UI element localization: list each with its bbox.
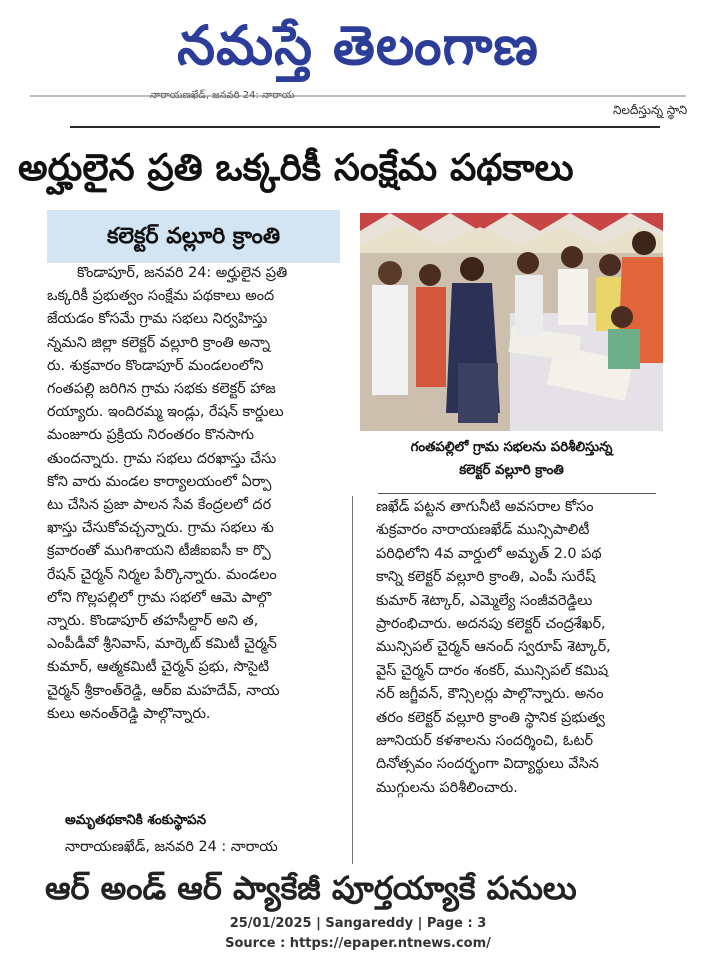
masthead-divider bbox=[30, 95, 686, 97]
body-line: న్నమని జిల్లా కలెక్టర్ వల్లూరి క్రాంతి అన్నా bbox=[47, 334, 271, 351]
body-line: ఖాస్తు చేసుకోవచ్చన్నారు. గ్రామ సభలు శు bbox=[47, 520, 274, 537]
body-line: టు చేసిన ప్రజా పాలన సేవ కేంద్రలలో దర bbox=[47, 497, 272, 514]
body-line: ముగ్గులను పరిశీలించారు. bbox=[376, 779, 518, 796]
footer-source-line: Source : https://epaper.ntnews.com/ bbox=[225, 936, 491, 951]
second-article-heading: అమృతథకానికి శంకుస్థాపన bbox=[65, 812, 207, 828]
column-divider bbox=[352, 496, 353, 864]
body-line: కుమార్ శెట్కార్, ఎమ్మెల్యే సంజీవరెడ్డిలు bbox=[376, 592, 593, 609]
body-line: మున్సిపల్ చైర్మన్ ఆనంద్ స్వరూప్ శెట్కార్, bbox=[376, 639, 611, 656]
footer-date-line: 25/01/2025 | Sangareddy | Page : 3 bbox=[229, 916, 487, 931]
body-line: ప్రారంభిచారు. అదనపు కలెక్టర్ చంద్రశేఖర్, bbox=[376, 616, 606, 633]
body-line: రయ్యారు. ఇందిరమ్మ ఇండ్లు, రేషన్ కార్డులు bbox=[47, 404, 284, 421]
body-line: ఒక్కరికీ ప్రభుత్వం సంక్షేమ పథకాలు అంద bbox=[47, 288, 275, 305]
clipped-text-fragment: నారాయణఖేడ్, జనవరి 24: నారాయ bbox=[150, 90, 295, 101]
body-line: క్రవారంతో ముగిశాయని టీజీఐఐసీ కా ర్పొ bbox=[47, 543, 271, 560]
news-photo bbox=[360, 213, 663, 431]
article-body-left bbox=[47, 262, 342, 726]
body-line: తుందన్నారు. గ్రామ సభలు దరఖాస్తు చేసు bbox=[47, 450, 277, 467]
next-headline-fragment bbox=[45, 869, 670, 907]
photo-illustration bbox=[360, 213, 663, 431]
body-line: దినోత్సవం సందర్భంగా విద్యార్థులు వేసిన bbox=[376, 756, 599, 773]
body-line: వైస్ చైర్మన్ దారం శంకర్, మున్సిపల్ కమిష bbox=[376, 662, 609, 679]
body-line: న్నారు. కొండాపూర్ తహసీల్దార్ అని త, bbox=[47, 613, 259, 630]
photo-caption bbox=[360, 436, 663, 482]
body-line: కోని వారు మండల కార్యాలయంలో ఏర్పా bbox=[47, 473, 272, 490]
second-article-body bbox=[376, 496, 664, 800]
page-footer bbox=[0, 914, 716, 954]
photo-caption-line: గంతపల్లిలో గ్రామ సభలను పరిశీలిస్తున్న bbox=[410, 440, 613, 455]
clipped-headline-fragment: నిలదీస్తున్న స్థాని bbox=[613, 103, 688, 117]
article-subhead: కలెక్టర్ వల్లూరి క్రాంతి bbox=[106, 224, 281, 249]
body-line: కులు అనంత్‌రెడ్డి పాల్గొన్నారు. bbox=[47, 705, 211, 722]
next-headline-text: ఆర్ అండ్ ఆర్ ప్యాకేజీ పూర్తయ్యాకే పనులు bbox=[45, 869, 577, 907]
body-line: ఎంపీడీవో శ్రీనివాస్, మార్కెట్ కమిటీ చైర్మన్ bbox=[47, 636, 277, 653]
body-line: తరం కలెక్టర్ వల్లూరి క్రాంతి స్థానిక ప్రభుత్వ bbox=[376, 709, 605, 726]
second-article-lead: నారాయణఖేడ్, జనవరి 24 : నారాయ bbox=[65, 839, 278, 855]
masthead bbox=[0, 0, 716, 92]
caption-divider bbox=[378, 493, 656, 494]
newspaper-logo: నమస్తే తెలంగాణ bbox=[177, 14, 539, 77]
article-headline: అర్హులైన ప్రతి ఒక్కరికీ సంక్షేమ పథకాలు bbox=[18, 146, 574, 189]
body-line: కాన్ని కలెక్టర్ వల్లూరి క్రాంతి, ఎంపీ సురేష్ bbox=[376, 569, 596, 586]
body-line: రు. శుక్రవారం కొండాపూర్ మండలంలోని bbox=[47, 357, 264, 374]
body-line: మంజూరు ప్రక్రియ నిరంతరం కొనసాగు bbox=[47, 427, 254, 444]
body-line: రేషన్ చైర్మన్ నిర్మల పేర్కొన్నారు. మండలం bbox=[47, 566, 277, 583]
body-line: చైర్మన్ శ్రీకాంత్‌రెడ్డి, ఆర్ఐ మహదేవ్, నాయ bbox=[47, 682, 280, 699]
body-line: జూనియర్ కళశాలను సందర్శించి, ఓటర్ bbox=[376, 733, 594, 750]
body-line: జేయడం కోసమే గ్రామ సభలు నిర్వహిస్తు bbox=[47, 311, 268, 328]
body-line: శుక్రవారం నారాయణఖేడ్ మున్సిపాలిటీ bbox=[376, 522, 590, 539]
body-line: లోని గొల్లపల్లిలో గ్రామ సభలో ఆమె పాల్గొ bbox=[47, 589, 272, 606]
photo-caption-line: కలెక్టర్ వల్లూరి క్రాంతి bbox=[459, 463, 564, 478]
body-line: గంతపల్లి జరిగిన గ్రామ సభకు కలెక్టర్ హాజ bbox=[47, 381, 276, 398]
body-line: కొండాపూర్, జనవరి 24: అర్హులైన ప్రతి bbox=[77, 265, 288, 281]
body-line: ణఖేడ్ పట్టన తాగునీటి అవసరాల కోసం bbox=[376, 499, 594, 515]
headline-rule bbox=[70, 126, 660, 128]
body-line: నర్ జగ్జీవన్, కౌన్సిలర్లు పాల్గొన్నారు. అనం bbox=[376, 686, 604, 703]
body-line: కుమార్, ఆత్మకమిటీ చైర్మన్ ప్రభు, సొసైటి bbox=[47, 659, 270, 676]
body-line: పరిధిలోని 4వ వార్డులో అమృత్ 2.0 పథ bbox=[376, 545, 602, 562]
